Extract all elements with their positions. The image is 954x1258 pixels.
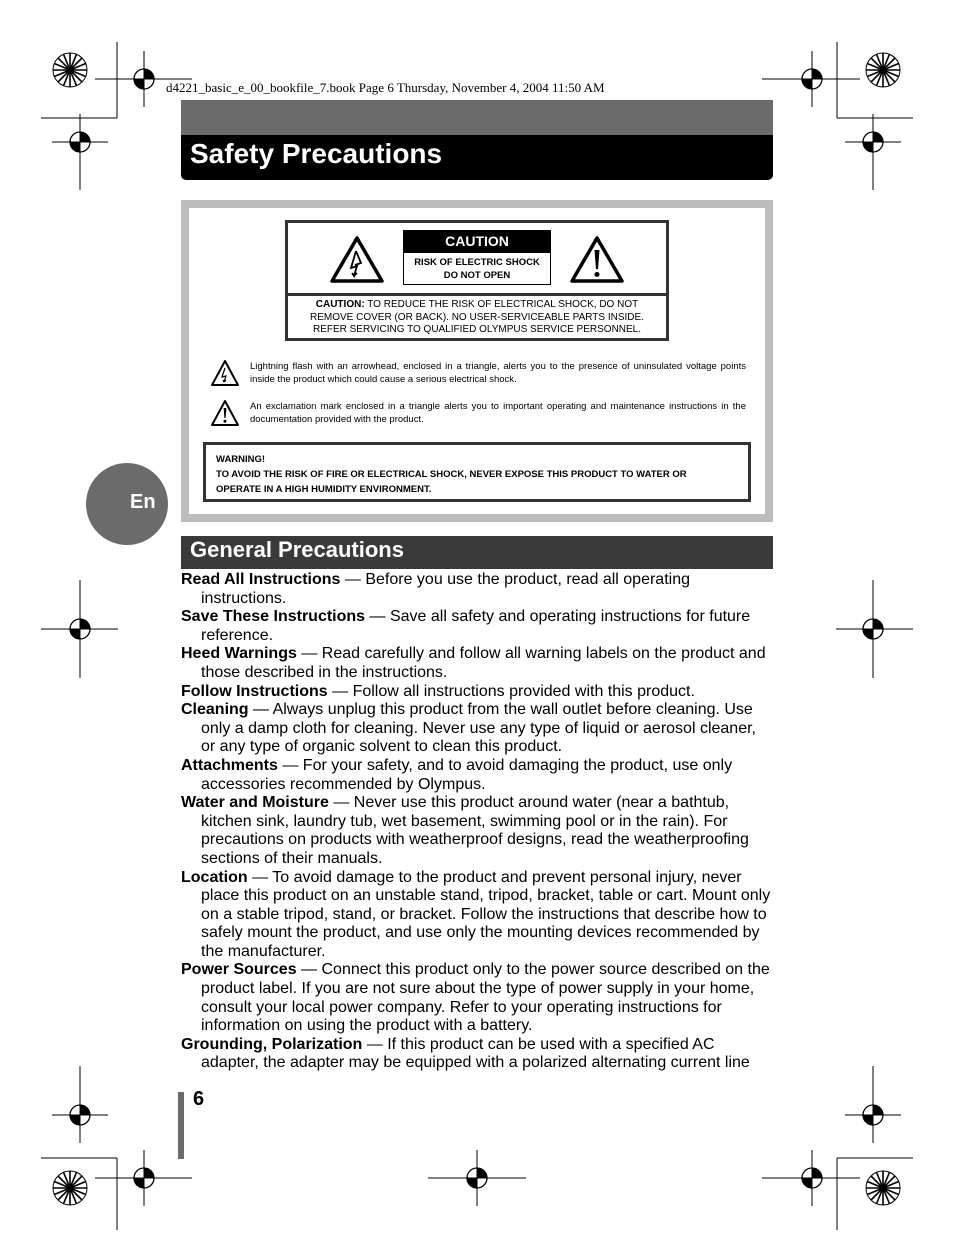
section-heading: General Precautions [190, 537, 404, 562]
warning-line-1: TO AVOID THE RISK OF FIRE OR ELECTRICAL SHOCK, NEVER EXPOSE THIS PRODUCT TO WATER OR [216, 469, 687, 480]
caution-instructions [288, 299, 666, 337]
precaution-text: — Save all safety and operating instructions for future reference. [201, 608, 751, 644]
precaution-text: — Connect this product only to the power source described on the product label. If you are not sure about the type of power supply in your home, consult your local power company. Refer to your operating instructions for information on using the product with a battery. [201, 961, 770, 1035]
precaution-term: Cleaning [181, 701, 249, 719]
risk-line-1: RISK OF ELECTRIC SHOCK [414, 257, 540, 268]
page-title: Safety Precautions [190, 138, 443, 169]
precaution-term: Follow Instructions [181, 682, 328, 700]
warning-line-2: OPERATE IN A HIGH HUMIDITY ENVIRONMENT. [216, 484, 432, 495]
exclamation-triangle-icon [210, 399, 240, 427]
precaution-term: Save These Instructions [181, 608, 366, 626]
caution-text-line-3: REFER SERVICING TO QUALIFIED OLYMPUS SERVICE PERSONNEL. [312, 324, 642, 335]
precaution-item [181, 1036, 773, 1073]
precaution-item [181, 608, 773, 645]
exclamation-explanation: An exclamation mark enclosed in a triangle alerts you to important operating and maintenance instructions in the documentation provided with the product. [250, 401, 746, 425]
risk-line-2: DO NOT OPEN [443, 270, 511, 281]
file-info-header: d4221_basic_e_00_bookfile_7.book Page 6 Thursday, November 4, 2004 11:50 AM [166, 80, 605, 95]
precaution-text: — Read carefully and follow all warning labels on the product and those described in the instructions. [201, 645, 766, 681]
caution-text-line-2: REMOVE COVER (OR BACK). NO USER-SERVICEABLE PARTS INSIDE. [310, 311, 644, 323]
precaution-text: — Never use this product around water (near a bathtub, kitchen sink, laundry tub, wet basement, swimming pool or in the rain). For precautions on products with weatherproof designs, read the weatherproofing sections of their manuals. [201, 794, 749, 867]
precaution-item [181, 794, 773, 868]
title-bar [181, 135, 773, 180]
precaution-term: Grounding, Polarization [181, 1035, 363, 1053]
precaution-term: Attachments [181, 756, 278, 774]
page-number: 6 [193, 1088, 205, 1110]
precaution-text: — Follow all instructions provided with this product. [327, 682, 695, 700]
precaution-term: Location [181, 868, 248, 886]
precaution-item [181, 683, 773, 702]
exclamation-warning-icon [570, 235, 624, 283]
warning-box [203, 442, 751, 502]
caution-label: CAUTION [403, 230, 551, 252]
title-bar-accent [181, 100, 773, 135]
precaution-item [181, 701, 773, 757]
precaution-item [181, 757, 773, 794]
caution-text-line-1: TO REDUCE THE RISK OF ELECTRICAL SHOCK, DO NOT [364, 299, 639, 310]
precautions-list [181, 571, 773, 1073]
lightning-triangle-icon [210, 359, 240, 387]
section-heading-bar [181, 536, 773, 569]
precaution-item [181, 961, 773, 1035]
precaution-text: — Always unplug this product from the wall outlet before cleaning. Use only a damp cloth for cleaning. Never use any type of liquid or aerosol cleaner, or any type of organic solvent to clean this product. [201, 701, 756, 756]
precaution-term: Heed Warnings [181, 645, 297, 663]
caution-text-bold: CAUTION: [315, 299, 365, 310]
page-number-bar [178, 1092, 184, 1159]
caution-label-box [285, 220, 669, 341]
precaution-text: — Before you use the product, read all operating instructions. [201, 571, 690, 607]
lightning-warning-icon [330, 235, 384, 283]
precaution-text: — To avoid damage to the product and prevent personal injury, never place this product on an unstable stand, tripod, bracket, table or cart. Mount only on a stable tripod, stand, or bracket. Follow the instructions that describe how to safely mount the product, and use only the mounting devices recommended by the manufacturer. [201, 868, 771, 960]
precaution-term: Read All Instructions [181, 571, 341, 588]
caution-divider [288, 293, 666, 296]
precaution-term: Water and Moisture [181, 794, 329, 812]
precaution-term: Power Sources [181, 961, 297, 979]
precaution-item [181, 869, 773, 962]
risk-notice [403, 252, 551, 285]
language-tab [86, 463, 168, 545]
warning-heading: WARNING! [216, 454, 266, 465]
language-tab-label: En [130, 491, 156, 513]
precaution-item [181, 645, 773, 682]
precaution-text: — For your safety, and to avoid damaging the product, use only accessories recommended by Olympus. [201, 756, 733, 793]
precaution-text: — If this product can be used with a specified AC adapter, the adapter may be equipped with a polarized alternating current line [201, 1035, 750, 1072]
lightning-explanation: Lightning flash with an arrowhead, enclosed in a triangle, alerts you to the presence of uninsulated voltage points inside the product which could cause a serious electrical shock. [250, 361, 746, 385]
precaution-item [181, 571, 773, 608]
